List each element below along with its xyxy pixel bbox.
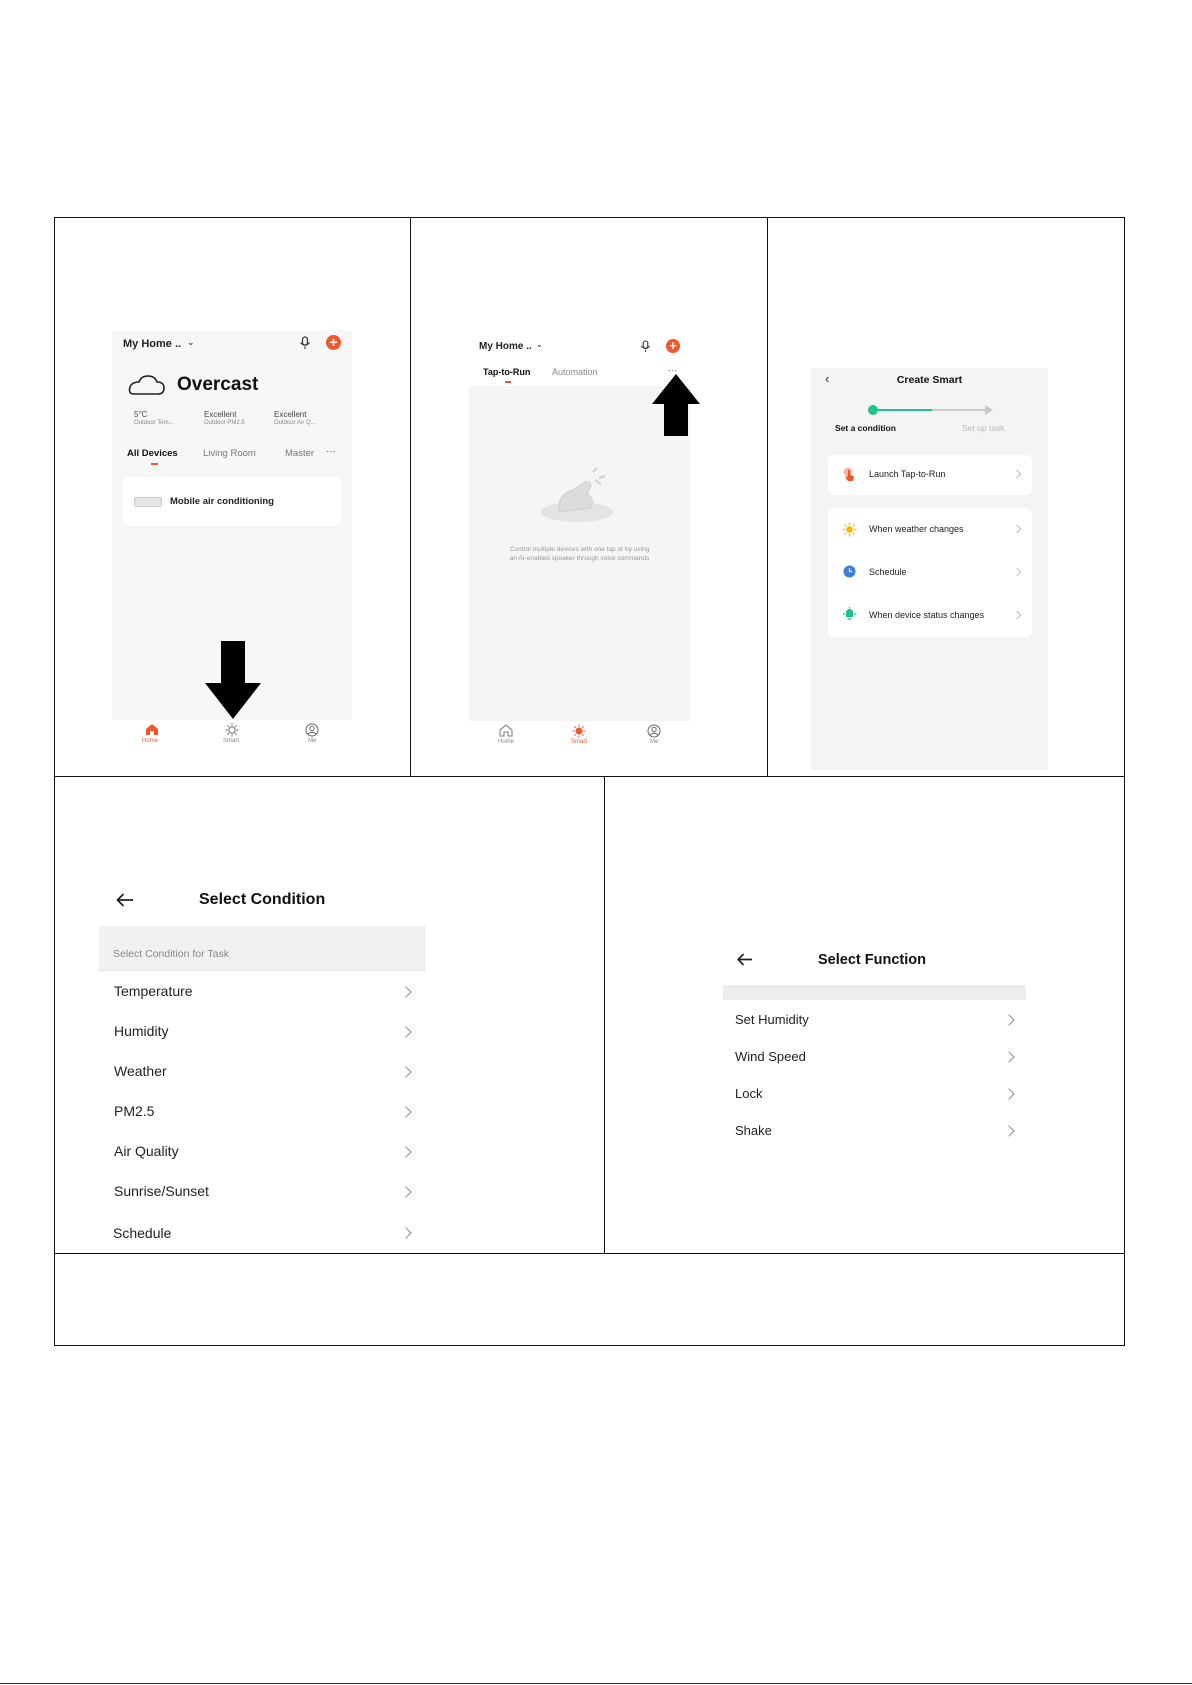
progress-end-arrow <box>985 405 993 415</box>
item-label: Shake <box>735 1123 772 1138</box>
me-icon[interactable] <box>305 723 319 737</box>
function-item-lock[interactable] <box>723 1077 1026 1114</box>
active-tab-indicator <box>151 463 158 465</box>
empty-state-text-line1: Control multiple devices with one tap or by using <box>509 546 650 553</box>
page-footer-rule <box>0 1683 1192 1684</box>
tap-illustration-icon <box>537 466 617 524</box>
hand-icon <box>842 467 856 483</box>
active-tab-indicator <box>505 381 511 383</box>
condition-item-pm25[interactable] <box>99 1093 426 1133</box>
item-label: Temperature <box>114 983 193 999</box>
chevron-right-icon <box>400 1106 411 1117</box>
item-label: Lock <box>735 1086 763 1101</box>
empty-bottom-frame <box>54 1253 1125 1346</box>
chevron-right-icon <box>1013 568 1021 576</box>
chevron-right-icon <box>400 1227 411 1238</box>
empty-state-text-line2: an AI-enabled speaker through voice commands <box>509 555 650 562</box>
back-arrow-icon[interactable] <box>116 893 134 907</box>
tab-master[interactable]: Master <box>285 448 315 459</box>
schedule-condition-item[interactable] <box>828 551 1032 594</box>
weather-label: Overcast <box>177 374 259 395</box>
chevron-right-icon <box>1013 611 1021 619</box>
back-icon[interactable]: ‹ <box>825 371 830 386</box>
launch-tap-to-run-card[interactable] <box>828 455 1032 495</box>
condition-item-schedule[interactable] <box>99 1214 426 1252</box>
condition-item-air-quality[interactable] <box>99 1133 426 1173</box>
stat-temperature-label: Outdoor Tem... <box>134 420 174 426</box>
step-set-condition: Set a condition <box>835 423 896 433</box>
function-item-set-humidity[interactable] <box>723 1003 1026 1040</box>
stat-pm25-value: Excellent <box>204 410 237 419</box>
more-button[interactable]: ··· <box>668 365 677 375</box>
device-icon <box>842 607 857 622</box>
progress-done-line <box>877 409 932 411</box>
me-icon[interactable] <box>647 724 661 738</box>
item-label: Set Humidity <box>735 1012 809 1027</box>
item-label: When weather changes <box>869 524 964 534</box>
cloud-icon <box>126 374 166 396</box>
home-title[interactable]: My Home .. <box>123 338 182 350</box>
chevron-right-icon <box>400 986 411 997</box>
condition-item-weather[interactable] <box>99 1053 426 1093</box>
page-title: Select Condition <box>199 891 326 908</box>
add-button[interactable]: + <box>326 335 341 350</box>
function-item-shake[interactable] <box>723 1114 1026 1151</box>
item-label: When device status changes <box>869 610 985 620</box>
function-item-wind-speed[interactable] <box>723 1040 1026 1077</box>
section-divider <box>723 985 1026 1000</box>
chevron-right-icon <box>1003 1051 1014 1062</box>
tab-living-room[interactable]: Living Room <box>203 448 256 459</box>
smart-bottom-nav <box>469 721 690 754</box>
stat-temperature-value: 5°C <box>134 410 148 419</box>
condition-list-card <box>828 508 1032 637</box>
chevron-down-icon[interactable]: ⌄ <box>536 340 543 349</box>
add-button[interactable]: + <box>666 339 680 353</box>
item-label: Air Quality <box>114 1143 179 1159</box>
condition-item-temperature[interactable] <box>99 973 426 1013</box>
chevron-right-icon <box>1013 525 1021 533</box>
chevron-right-icon <box>400 1186 411 1197</box>
nav-home-label[interactable]: Home <box>142 738 159 744</box>
section-label: Select Condition for Task <box>113 948 229 960</box>
home-icon[interactable] <box>499 724 513 737</box>
progress-pending-line <box>932 409 986 411</box>
chevron-right-icon <box>400 1146 411 1157</box>
microphone-icon[interactable] <box>640 340 651 353</box>
condition-item-humidity[interactable] <box>99 1013 426 1053</box>
home-icon[interactable] <box>145 723 159 736</box>
item-label: Humidity <box>114 1023 169 1039</box>
arrow-down-icon <box>203 641 263 721</box>
chevron-right-icon <box>400 1066 411 1077</box>
item-label: Weather <box>114 1063 167 1079</box>
home-bottom-nav <box>112 720 352 755</box>
smart-icon[interactable] <box>572 724 586 738</box>
back-arrow-icon[interactable] <box>737 953 753 966</box>
chevron-right-icon <box>1003 1088 1014 1099</box>
chevron-right-icon <box>400 1026 411 1037</box>
chevron-right-icon <box>1003 1125 1014 1136</box>
air-conditioner-icon <box>134 497 162 507</box>
tab-automation[interactable]: Automation <box>552 367 598 377</box>
smart-icon[interactable] <box>225 723 239 737</box>
page-title: Select Function <box>818 952 926 968</box>
nav-home-label[interactable]: Home <box>498 739 515 745</box>
page-title: Create Smart <box>896 374 963 386</box>
create-smart-screen <box>811 368 1048 770</box>
nav-me-label[interactable]: Me <box>308 738 317 744</box>
device-status-condition-item[interactable] <box>828 594 1032 637</box>
item-label: Wind Speed <box>735 1049 806 1064</box>
section-header <box>99 926 426 971</box>
device-name: Mobile air conditioning <box>170 496 274 507</box>
arrow-up-icon <box>651 374 701 436</box>
nav-smart-label[interactable]: Smart <box>571 739 588 745</box>
chevron-down-icon[interactable]: ⌄ <box>187 337 195 347</box>
chevron-right-icon <box>1003 1014 1014 1025</box>
nav-smart-label[interactable]: Smart <box>223 738 240 744</box>
more-tabs-button[interactable]: ··· <box>326 446 336 457</box>
condition-item-sunrise-sunset[interactable] <box>99 1173 426 1213</box>
tab-tap-to-run[interactable]: Tap-to-Run <box>483 367 531 377</box>
sun-icon <box>842 522 857 537</box>
chevron-right-icon <box>1013 470 1021 478</box>
clock-icon <box>843 565 856 578</box>
item-label: PM2.5 <box>114 1103 155 1119</box>
tab-all-devices[interactable]: All Devices <box>127 448 178 459</box>
device-card[interactable] <box>123 477 341 526</box>
item-label: Schedule <box>869 567 907 577</box>
stat-air-label: Outdoor Air Q... <box>274 420 316 426</box>
stat-pm25-label: Outdoor PM2.5 <box>204 420 245 426</box>
step-set-up-task: Set up task <box>962 423 1005 433</box>
item-label: Schedule <box>113 1225 172 1241</box>
stat-air-value: Excellent <box>274 410 307 419</box>
home-title[interactable]: My Home .. <box>479 341 532 352</box>
microphone-icon[interactable] <box>299 336 311 350</box>
weather-condition-item[interactable] <box>828 508 1032 551</box>
item-label: Sunrise/Sunset <box>114 1183 209 1199</box>
item-label: Launch Tap-to-Run <box>869 469 946 479</box>
nav-me-label[interactable]: Me <box>650 739 659 745</box>
